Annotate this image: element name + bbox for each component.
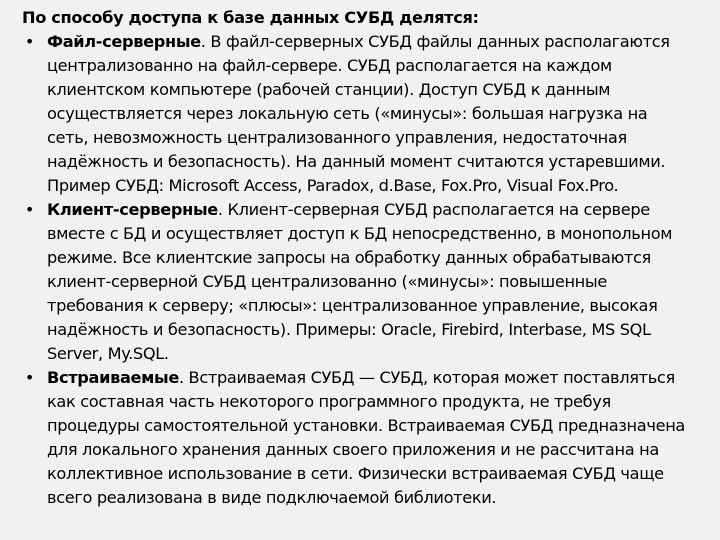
item-term: Встраиваемые — [47, 368, 179, 387]
dbms-type-list — [22, 30, 692, 510]
list-item-file-server — [22, 30, 692, 198]
item-text: . В файл-серверных СУБД файлы данных располагаются централизованно на файл-сервере. СУБД располагается на каждом клиентском компьютере (рабочей станции). Доступ СУБД к данным осуществляется через локальную сеть («минусы»: большая нагрузка на сеть, невозможность централизованного управления, недостаточная надёжность и безопасность). На данный момент считаются устаревшими. Пример СУБД: Microsoft Access, Paradox, d.Base, Fox.Pro, Visual Fox.Pro. — [47, 32, 670, 195]
list-item-client-server — [22, 198, 692, 366]
bullet-icon: • — [24, 200, 35, 219]
item-text: . Встраиваемая СУБД — СУБД, которая может поставляться как составная часть некоторого программного продукта, не требуя процедуры самостоятельной установки. Встраиваемая СУБД предназначена для локального хранения данных своего приложения и не рассчитана на коллективное использование в сети. Физически встраиваемая СУБД чаще всего реализована в виде подключаемой библиотеки. — [47, 368, 685, 507]
slide-heading: По способу доступа к базе данных СУБД делятся: — [22, 8, 479, 27]
item-term: Клиент-серверные — [47, 200, 218, 219]
item-text: . Клиент-серверная СУБД располагается на сервере вместе с БД и осуществляет доступ к БД непосредственно, в монопольном режиме. Все клиентские запросы на обработку данных обрабатываются клиент-серверной СУБД централизованно («минусы»: повышенные требования к серверу; «плюсы»: централизованное управление, высокая надёжность и безопасность). Примеры: Oracle, Firebird, Interbase, MS SQL Server, My.SQL. — [47, 200, 673, 363]
bullet-icon: • — [24, 368, 35, 387]
list-item-embedded — [22, 366, 692, 510]
item-term: Файл-серверные — [47, 32, 201, 51]
bullet-icon: • — [24, 32, 35, 51]
